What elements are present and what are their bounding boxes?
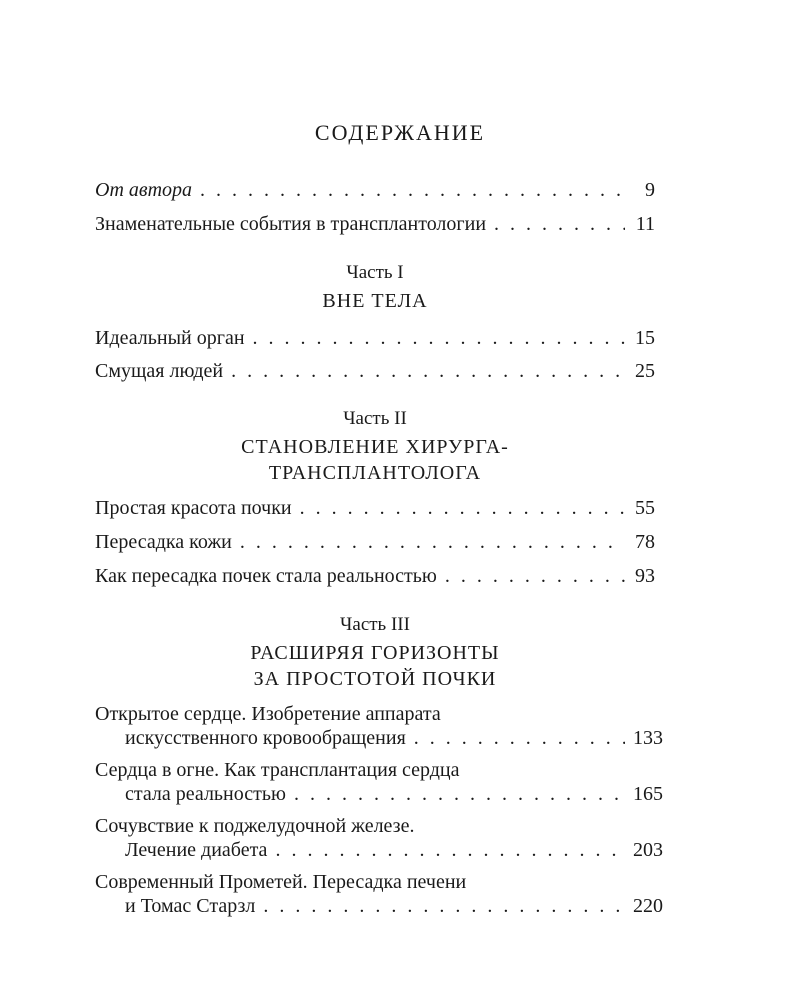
dot-leader <box>494 212 625 236</box>
dot-leader <box>294 782 625 806</box>
toc-entry-author[interactable] <box>95 178 655 202</box>
toc-entries <box>95 178 663 918</box>
toc-entry-multiline[interactable] <box>95 814 663 862</box>
dot-leader <box>253 326 625 350</box>
entry-title-line-1: Открытое сердце. Изобретение аппарата <box>95 703 441 725</box>
part-heading: ВНЕ ТЕЛА <box>322 290 428 312</box>
entry-page: 220 <box>633 895 663 917</box>
entry-title: Идеальный орган <box>95 327 245 349</box>
toc-entry[interactable] <box>95 564 655 588</box>
entry-page: 25 <box>635 360 655 382</box>
entry-title-line-2: и Томас Старзл <box>125 895 256 917</box>
toc-entry[interactable] <box>95 326 655 350</box>
toc-entry-multiline[interactable] <box>95 758 663 806</box>
part-3-header <box>95 612 655 692</box>
part-heading-line-2: ТРАНСПЛАНТОЛОГА <box>268 462 482 484</box>
part-label: Часть III <box>340 614 410 635</box>
part-heading-line-1: РАСШИРЯЯ ГОРИЗОНТЫ <box>250 642 500 664</box>
entry-title-line-1: Современный Прометей. Пересадка печени <box>95 871 467 893</box>
dot-leader <box>200 178 625 202</box>
entry-page: 133 <box>633 727 663 749</box>
entry-page: 9 <box>645 179 655 201</box>
entry-title: Смущая людей <box>95 360 224 382</box>
entry-title: Знаменательные события в трансплантологии <box>95 213 487 235</box>
entry-page: 55 <box>635 497 655 519</box>
entry-page: 165 <box>633 783 663 805</box>
dot-leader <box>275 838 625 862</box>
entry-page: 93 <box>635 565 655 587</box>
dot-leader <box>414 726 625 750</box>
entry-title: От автора <box>95 179 193 201</box>
toc-entry-multiline[interactable] <box>95 870 663 918</box>
entry-line-2 <box>95 894 663 918</box>
entry-title-line-2: стала реальностью <box>125 783 286 805</box>
entry-page: 15 <box>635 327 655 349</box>
part-1-header <box>95 260 655 314</box>
entry-line-2 <box>95 726 663 750</box>
toc-entry-events[interactable] <box>95 212 655 236</box>
dot-leader <box>240 530 625 554</box>
entry-page: 11 <box>635 213 655 235</box>
dot-leader <box>445 564 625 588</box>
entry-title-line-1: Сердца в огне. Как трансплантация сердца <box>95 759 460 781</box>
toc-entry[interactable] <box>95 359 655 383</box>
entry-page: 78 <box>635 531 655 553</box>
part-heading-line-1: СТАНОВЛЕНИЕ ХИРУРГА- <box>241 436 509 458</box>
dot-leader <box>300 496 625 520</box>
dot-leader <box>231 359 625 383</box>
entry-page: 203 <box>633 839 663 861</box>
entry-line-2 <box>95 838 663 862</box>
toc-entry[interactable] <box>95 530 655 554</box>
toc-title: СОДЕРЖАНИЕ <box>314 120 486 145</box>
entry-title: Пересадка кожи <box>95 531 232 553</box>
entry-title: Как пересадка почек стала реальностью <box>95 565 437 587</box>
dot-leader <box>263 894 625 918</box>
part-label: Часть I <box>346 262 404 283</box>
part-heading-line-2: ЗА ПРОСТОТОЙ ПОЧКИ <box>253 668 497 690</box>
toc-entry-multiline[interactable] <box>95 702 663 750</box>
toc-entry[interactable] <box>95 496 655 520</box>
part-2-header <box>95 406 655 486</box>
entry-title-line-2: Лечение диабета <box>125 839 268 861</box>
entry-line-2 <box>95 782 663 806</box>
entry-title: Простая красота почки <box>95 497 292 519</box>
entry-title-line-1: Сочувствие к поджелудочной железе. <box>95 815 415 837</box>
entry-title-line-2: искусственного кровообращения <box>125 727 406 749</box>
part-label: Часть II <box>343 408 407 429</box>
